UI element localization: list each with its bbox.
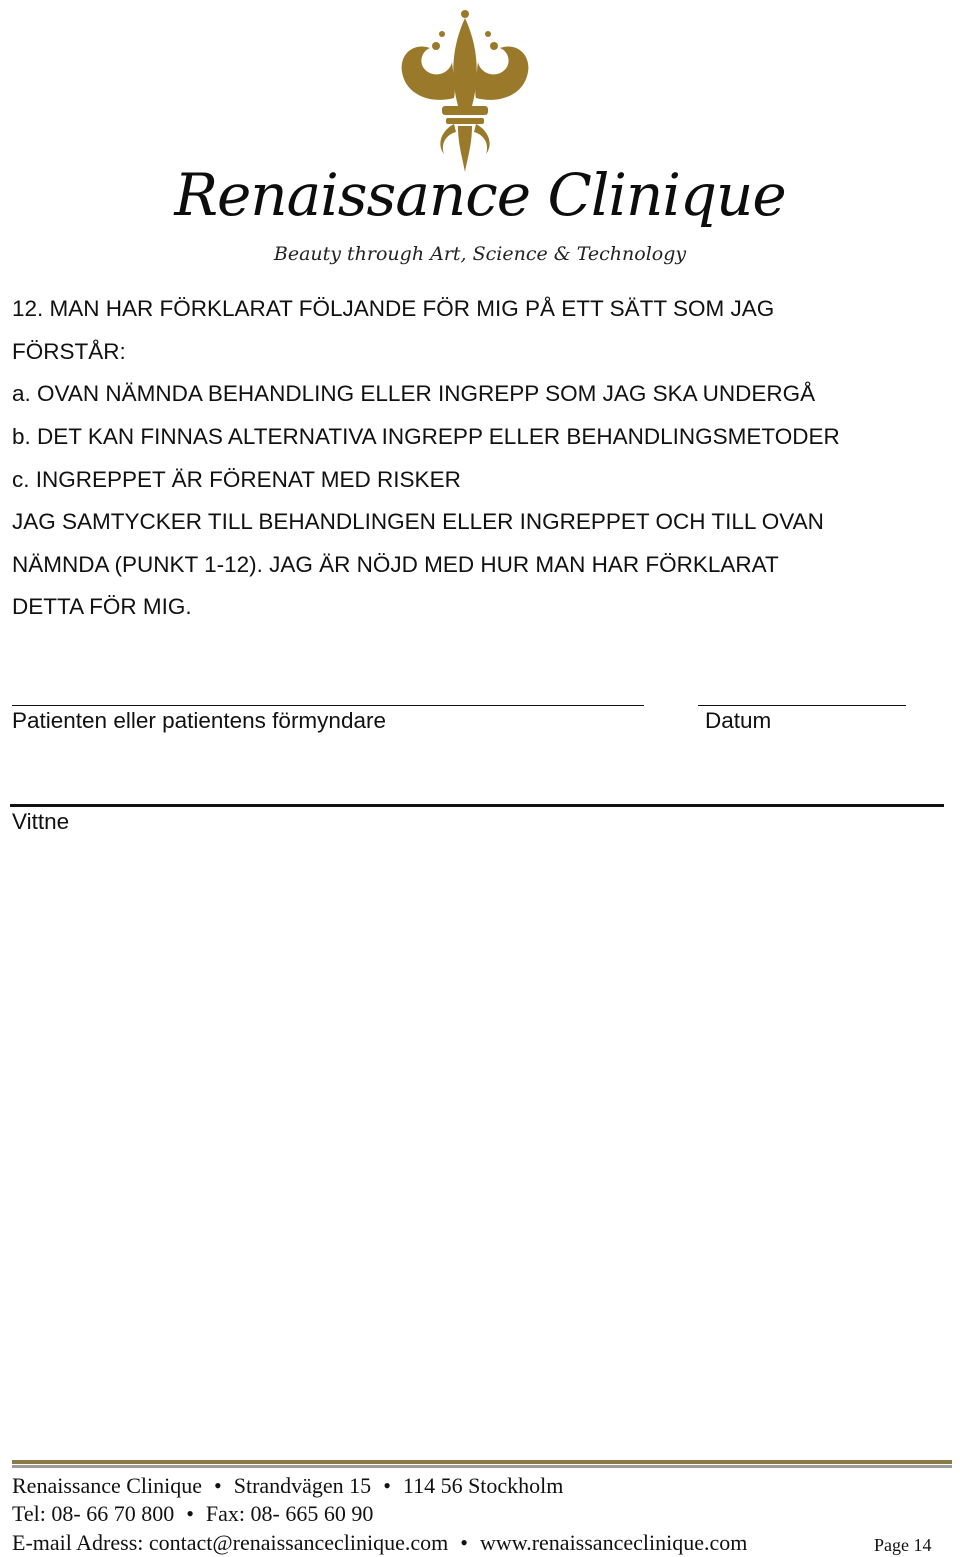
text-line: c. INGREPPET ÄR FÖRENAT MED RISKER bbox=[12, 467, 461, 492]
text-line: 12. MAN HAR FÖRKLARAT FÖLJANDE FÖR MIG PÅ ETT SÄTT SOM JAG bbox=[12, 296, 775, 321]
text-line: NÄMNDA (PUNKT 1-12). JAG ÄR NÖJD MED HUR MAN HAR FÖRKLARAT bbox=[12, 552, 779, 577]
bullet-icon: • bbox=[214, 1473, 222, 1498]
text-line: b. DET KAN FINNAS ALTERNATIVA INGREPP ELLER BEHANDLINGSMETODER bbox=[12, 424, 840, 449]
footer-website: www.renaissanceclinique.com bbox=[479, 1530, 748, 1555]
footer-tel: Tel: 08- 66 70 800 bbox=[12, 1501, 175, 1526]
text-line: JAG SAMTYCKER TILL BEHANDLINGEN ELLER INGREPPET OCH TILL OVAN bbox=[12, 509, 824, 534]
footer-postal: 114 56 Stockholm bbox=[402, 1473, 564, 1498]
patient-signature-line bbox=[12, 705, 644, 706]
footer-fax: Fax: 08- 665 60 90 bbox=[205, 1501, 374, 1526]
witness-signature-line bbox=[10, 804, 944, 807]
page-number: Page 14 bbox=[874, 1535, 932, 1555]
footer-street: Strandvägen 15 bbox=[233, 1473, 372, 1498]
text-line: a. OVAN NÄMNDA BEHANDLING ELLER INGREPP SOM JAG SKA UNDERGÅ bbox=[12, 381, 816, 406]
text-line: DETTA FÖR MIG. bbox=[12, 594, 192, 619]
bullet-icon: • bbox=[383, 1473, 391, 1498]
date-label: Datum bbox=[705, 708, 772, 733]
witness-label: Vittne bbox=[12, 809, 70, 834]
brand-name: Renaissance Clinique bbox=[174, 161, 786, 229]
text-line: FÖRSTÅR: bbox=[12, 339, 126, 364]
footer-company: Renaissance Clinique bbox=[12, 1473, 203, 1498]
brand-tagline: Beauty through Art, Science & Technology bbox=[273, 243, 687, 265]
date-signature-line bbox=[698, 705, 906, 706]
footer-web-line bbox=[12, 1529, 747, 1557]
footer-contact-line bbox=[12, 1500, 373, 1528]
footer-divider bbox=[12, 1460, 952, 1464]
footer-email: E-mail Adress: contact@renaissanceclinique.com bbox=[12, 1530, 449, 1555]
bullet-icon: • bbox=[186, 1501, 194, 1526]
fleur-de-lis-icon bbox=[392, 6, 538, 176]
footer-divider-shadow bbox=[12, 1465, 952, 1468]
patient-signature-label: Patienten eller patientens förmyndare bbox=[12, 708, 386, 733]
bullet-icon: • bbox=[460, 1530, 468, 1555]
footer-address-line bbox=[12, 1472, 563, 1500]
